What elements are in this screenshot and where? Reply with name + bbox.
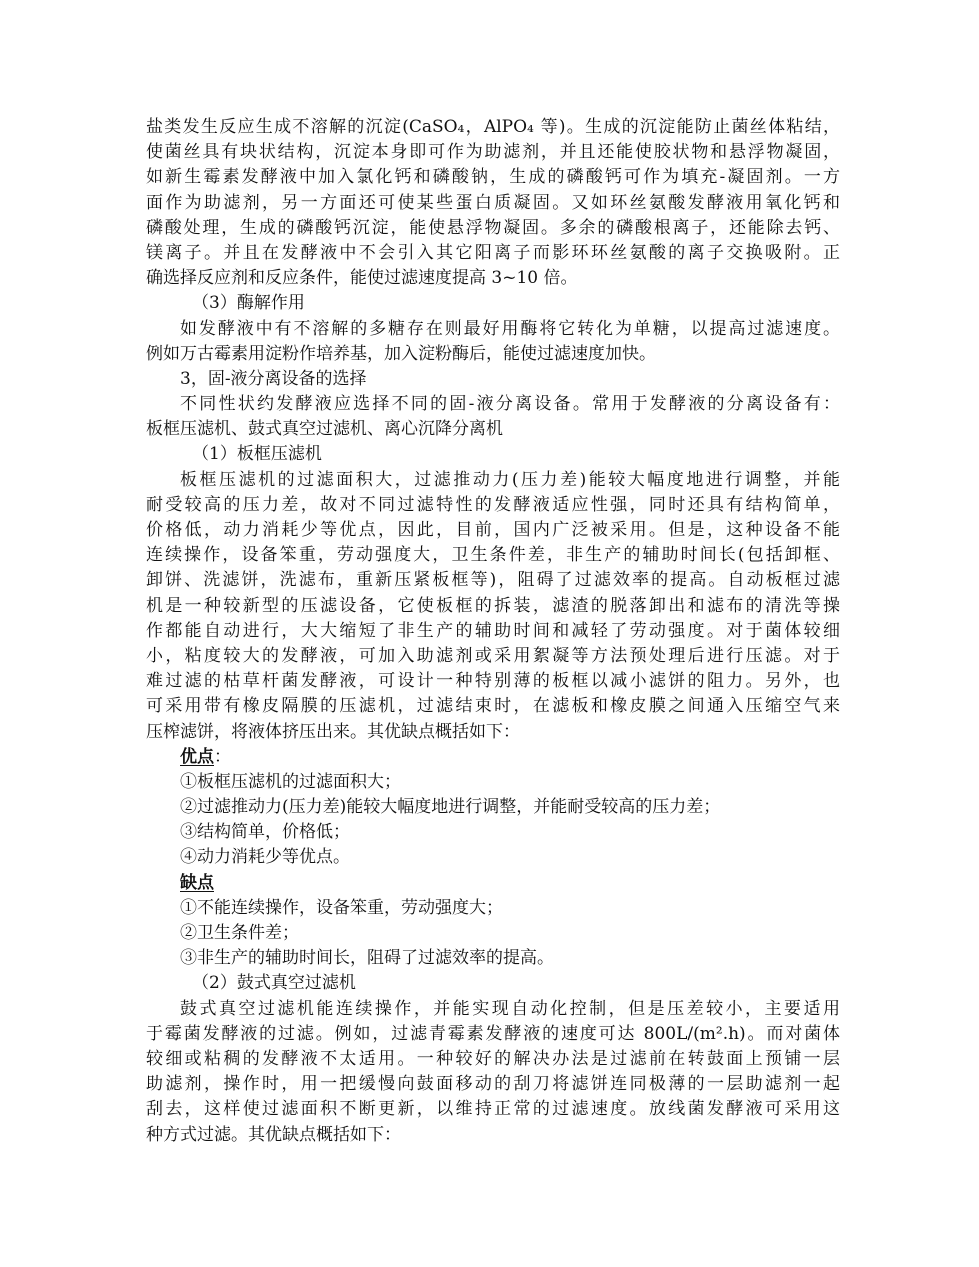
text-line: 难过滤的枯草杆菌发酵液，可设计一种特别薄的板框以减小滤饼的阻力。另外，也 [146, 671, 840, 692]
text-line: 卸饼、洗滤饼，洗滤布，重新压紧板框等)，阻碍了过滤效率的提高。自动板框过滤 [146, 570, 840, 591]
text-line: 镁离子。并且在发酵液中不会引入其它阳离子而影环环丝氨酸的离子交换吸附。正 [146, 242, 840, 263]
text-line: 助滤剂，操作时，用一把缓慢向鼓面移动的刮刀将滤饼连同极薄的一层助滤剂一起 [146, 1074, 840, 1095]
list-item: ①板框压滤机的过滤面积大； [180, 771, 401, 792]
list-item: ③非生产的辅助时间长，阻碍了过滤效率的提高。 [180, 948, 554, 969]
text-line: 小，粘度较大的发酵液，可加入助滤剂或采用絮凝等方法预处理后进行压滤。对于 [146, 645, 840, 666]
text-line: 刮去，这样使过滤面积不断更新，以维持正常的过滤速度。放线菌发酵液可采用这 [146, 1099, 840, 1120]
text-line: 板框压滤机、鼓式真空过滤机、离心沉降分离机 [146, 419, 503, 440]
list-item: ③结构简单，价格低； [180, 822, 350, 843]
text-line: 不同性状约发酵液应选择不同的固-液分离设备。常用于发酵液的分离设备有： [180, 394, 840, 415]
text-line: 耐受较高的压力差，故对不同过滤特性的发酵液适应性强，同时还具有结构简单， [146, 494, 840, 515]
text-line: 机是一种较新型的压滤设备，它使板框的拆装，滤渣的脱落卸出和滤布的清洗等操 [146, 595, 840, 616]
text-line: 种方式过滤。其优缺点概括如下： [146, 1124, 401, 1145]
text-line: 使菌丝具有块状结构，沉淀本身即可作为助滤剂，并且还能使胶状物和悬浮物凝固， [146, 142, 840, 163]
text-line: 较细或粘稠的发酵液不太适用。一种较好的解决办法是过滤前在转鼓面上预铺一层 [146, 1048, 840, 1069]
disadvantages-heading-line [146, 871, 840, 896]
text-line: 确选择反应剂和反应条件，能使过滤速度提高 3~10 倍。 [146, 268, 578, 289]
section-heading: 3，固-液分离设备的选择 [180, 368, 367, 389]
text-line: 于霉菌发酵液的过滤。例如，过滤青霉素发酵液的速度可达 800L/(m².h)。而对菌体 [146, 1023, 840, 1044]
list-item: ①不能连续操作，设备笨重，劳动强度大； [180, 897, 503, 918]
list-item: ④动力消耗少等优点。 [180, 847, 350, 868]
list-item: ②卫生条件差； [180, 923, 299, 943]
text-line: 连续操作，设备笨重，劳动强度大，卫生条件差，非生产的辅助时间长(包括卸框、 [146, 545, 840, 566]
text-line: 例如万古霉素用淀粉作培养基，加入淀粉酶后，能使过滤速度加快。 [146, 343, 656, 364]
text-line: 面作为助滤剂，另一方面还可使某些蛋白质凝固。又如环丝氨酸发酵液用氧化钙和 [146, 192, 840, 213]
text-line: 如发酵液中有不溶解的多糖存在则最好用酶将它转化为单糖，以提高过滤速度。 [180, 318, 840, 339]
section-heading: （3）酶解作用 [192, 293, 305, 314]
text-line: 可采用带有橡皮隔膜的压滤机，过滤结束时，在滤板和橡皮膜之间通入压缩空气来 [146, 696, 840, 717]
advantages-heading: 优点 [180, 746, 214, 767]
list-item: ②过滤推动力(压力差)能较大幅度地进行调整，并能耐受较高的压力差； [180, 797, 721, 818]
text-line: 压榨滤饼，将液体挤压出来。其优缺点概括如下： [146, 721, 520, 742]
text-line: 盐类发生反应生成不溶解的沉淀(CaSO₄，AlPO₄ 等)。生成的沉淀能防止菌丝体粘结， [146, 117, 840, 137]
disadvantages-heading: 缺点 [180, 872, 214, 893]
advantages-heading-line [146, 745, 840, 770]
text-line: 板框压滤机的过滤面积大，过滤推动力(压力差)能较大幅度地进行调整，并能 [180, 469, 840, 490]
document-body [146, 115, 840, 1148]
text-line: 作都能自动进行，大大缩短了非生产的辅助时间和减轻了劳动强度。对于菌体较细 [146, 620, 840, 641]
text-line: 鼓式真空过滤机能连续操作，并能实现自动化控制，但是压差较小，主要适用 [180, 998, 840, 1019]
text-line: 如新生霉素发酵液中加入氯化钙和磷酸钠，生成的磷酸钙可作为填充-凝固剂。一方 [146, 167, 840, 188]
text-line: 价格低，动力消耗少等优点，因此，目前，国内广泛被采用。但是，这种设备不能 [146, 520, 840, 540]
section-heading: （2）鼓式真空过滤机 [192, 973, 356, 994]
text-line: 磷酸处理，生成的磷酸钙沉淀，能使悬浮物凝固。多余的磷酸根离子，还能除去钙、 [146, 217, 840, 238]
section-heading: （1）板框压滤机 [192, 444, 322, 465]
advantages-colon: ： [214, 746, 231, 767]
